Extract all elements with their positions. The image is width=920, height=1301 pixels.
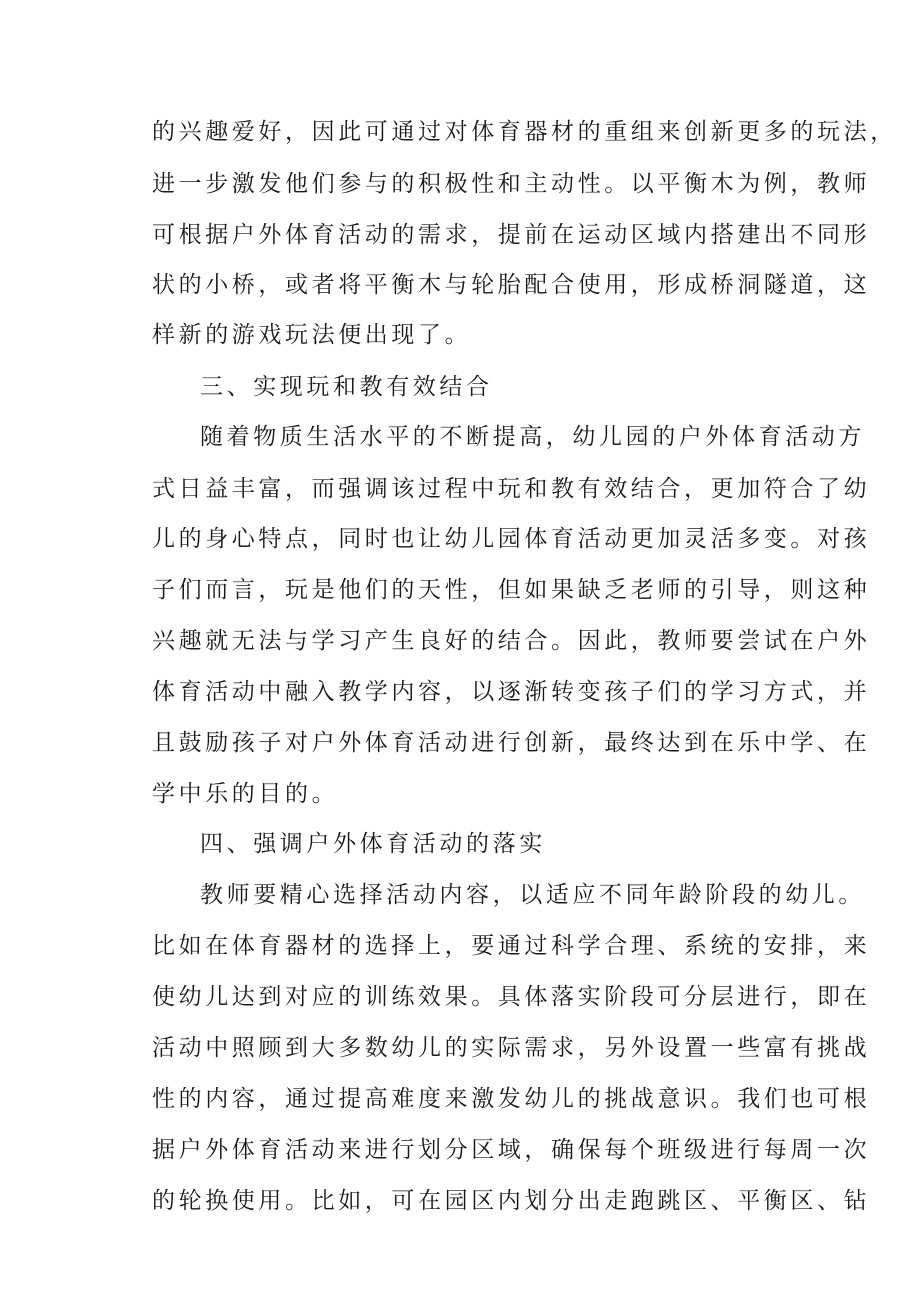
paragraph-line: 据户外体育活动来进行划分区域，确保每个班级进行每周一次 xyxy=(152,1137,871,1163)
section-heading: 四、强调户外体育活动的落实 xyxy=(200,831,546,857)
paragraph-line: 可根据户外体育活动的需求，提前在运动区域内搭建出不同形 xyxy=(152,222,871,248)
section-heading: 三、实现玩和教有效结合 xyxy=(200,374,493,400)
paragraph-line: 的轮换使用。比如，可在园区内划分出走跑跳区、平衡区、钻 xyxy=(152,1188,871,1214)
paragraph-line: 教师要精心选择活动内容，以适应不同年龄阶段的幼儿。 xyxy=(200,882,865,908)
paragraph-line: 兴趣就无法与学习产生良好的结合。因此，教师要尝试在户外 xyxy=(152,628,871,654)
paragraph-line: 样新的游戏玩法便出现了。 xyxy=(152,322,472,348)
paragraph-line: 体育活动中融入教学内容，以逐渐转变孩子们的学习方式，并 xyxy=(152,679,871,705)
paragraph-line: 子们而言，玩是他们的天性，但如果缺乏老师的引导，则这种 xyxy=(152,577,871,603)
paragraph-line: 式日益丰富，而强调该过程中玩和教有效结合，更加符合了幼 xyxy=(152,476,871,502)
paragraph-line: 随着物质生活水平的不断提高，幼儿园的户外体育活动方 xyxy=(200,424,865,450)
paragraph-line: 学中乐的目的。 xyxy=(152,781,339,807)
paragraph-line: 状的小桥，或者将平衡木与轮胎配合使用，形成桥洞隧道，这 xyxy=(152,272,871,298)
paragraph-line: 的兴趣爱好，因此可通过对体育器材的重组来创新更多的玩法， xyxy=(152,119,897,145)
paragraph-line: 比如在体育器材的选择上，要通过科学合理、系统的安排，来 xyxy=(152,933,871,959)
paragraph-line: 使幼儿达到对应的训练效果。具体落实阶段可分层进行，即在 xyxy=(152,984,871,1010)
paragraph-line: 且鼓励孩子对户外体育活动进行创新，最终达到在乐中学、在 xyxy=(152,730,871,756)
paragraph-line: 进一步激发他们参与的积极性和主动性。以平衡木为例，教师 xyxy=(152,171,871,197)
paragraph-line: 性的内容，通过提高难度来激发幼儿的挑战意识。我们也可根 xyxy=(152,1086,871,1112)
paragraph-line: 儿的身心特点，同时也让幼儿园体育活动更加灵活多变。对孩 xyxy=(152,526,871,552)
paragraph-line: 活动中照顾到大多数幼儿的实际需求，另外设置一些富有挑战 xyxy=(152,1035,871,1061)
